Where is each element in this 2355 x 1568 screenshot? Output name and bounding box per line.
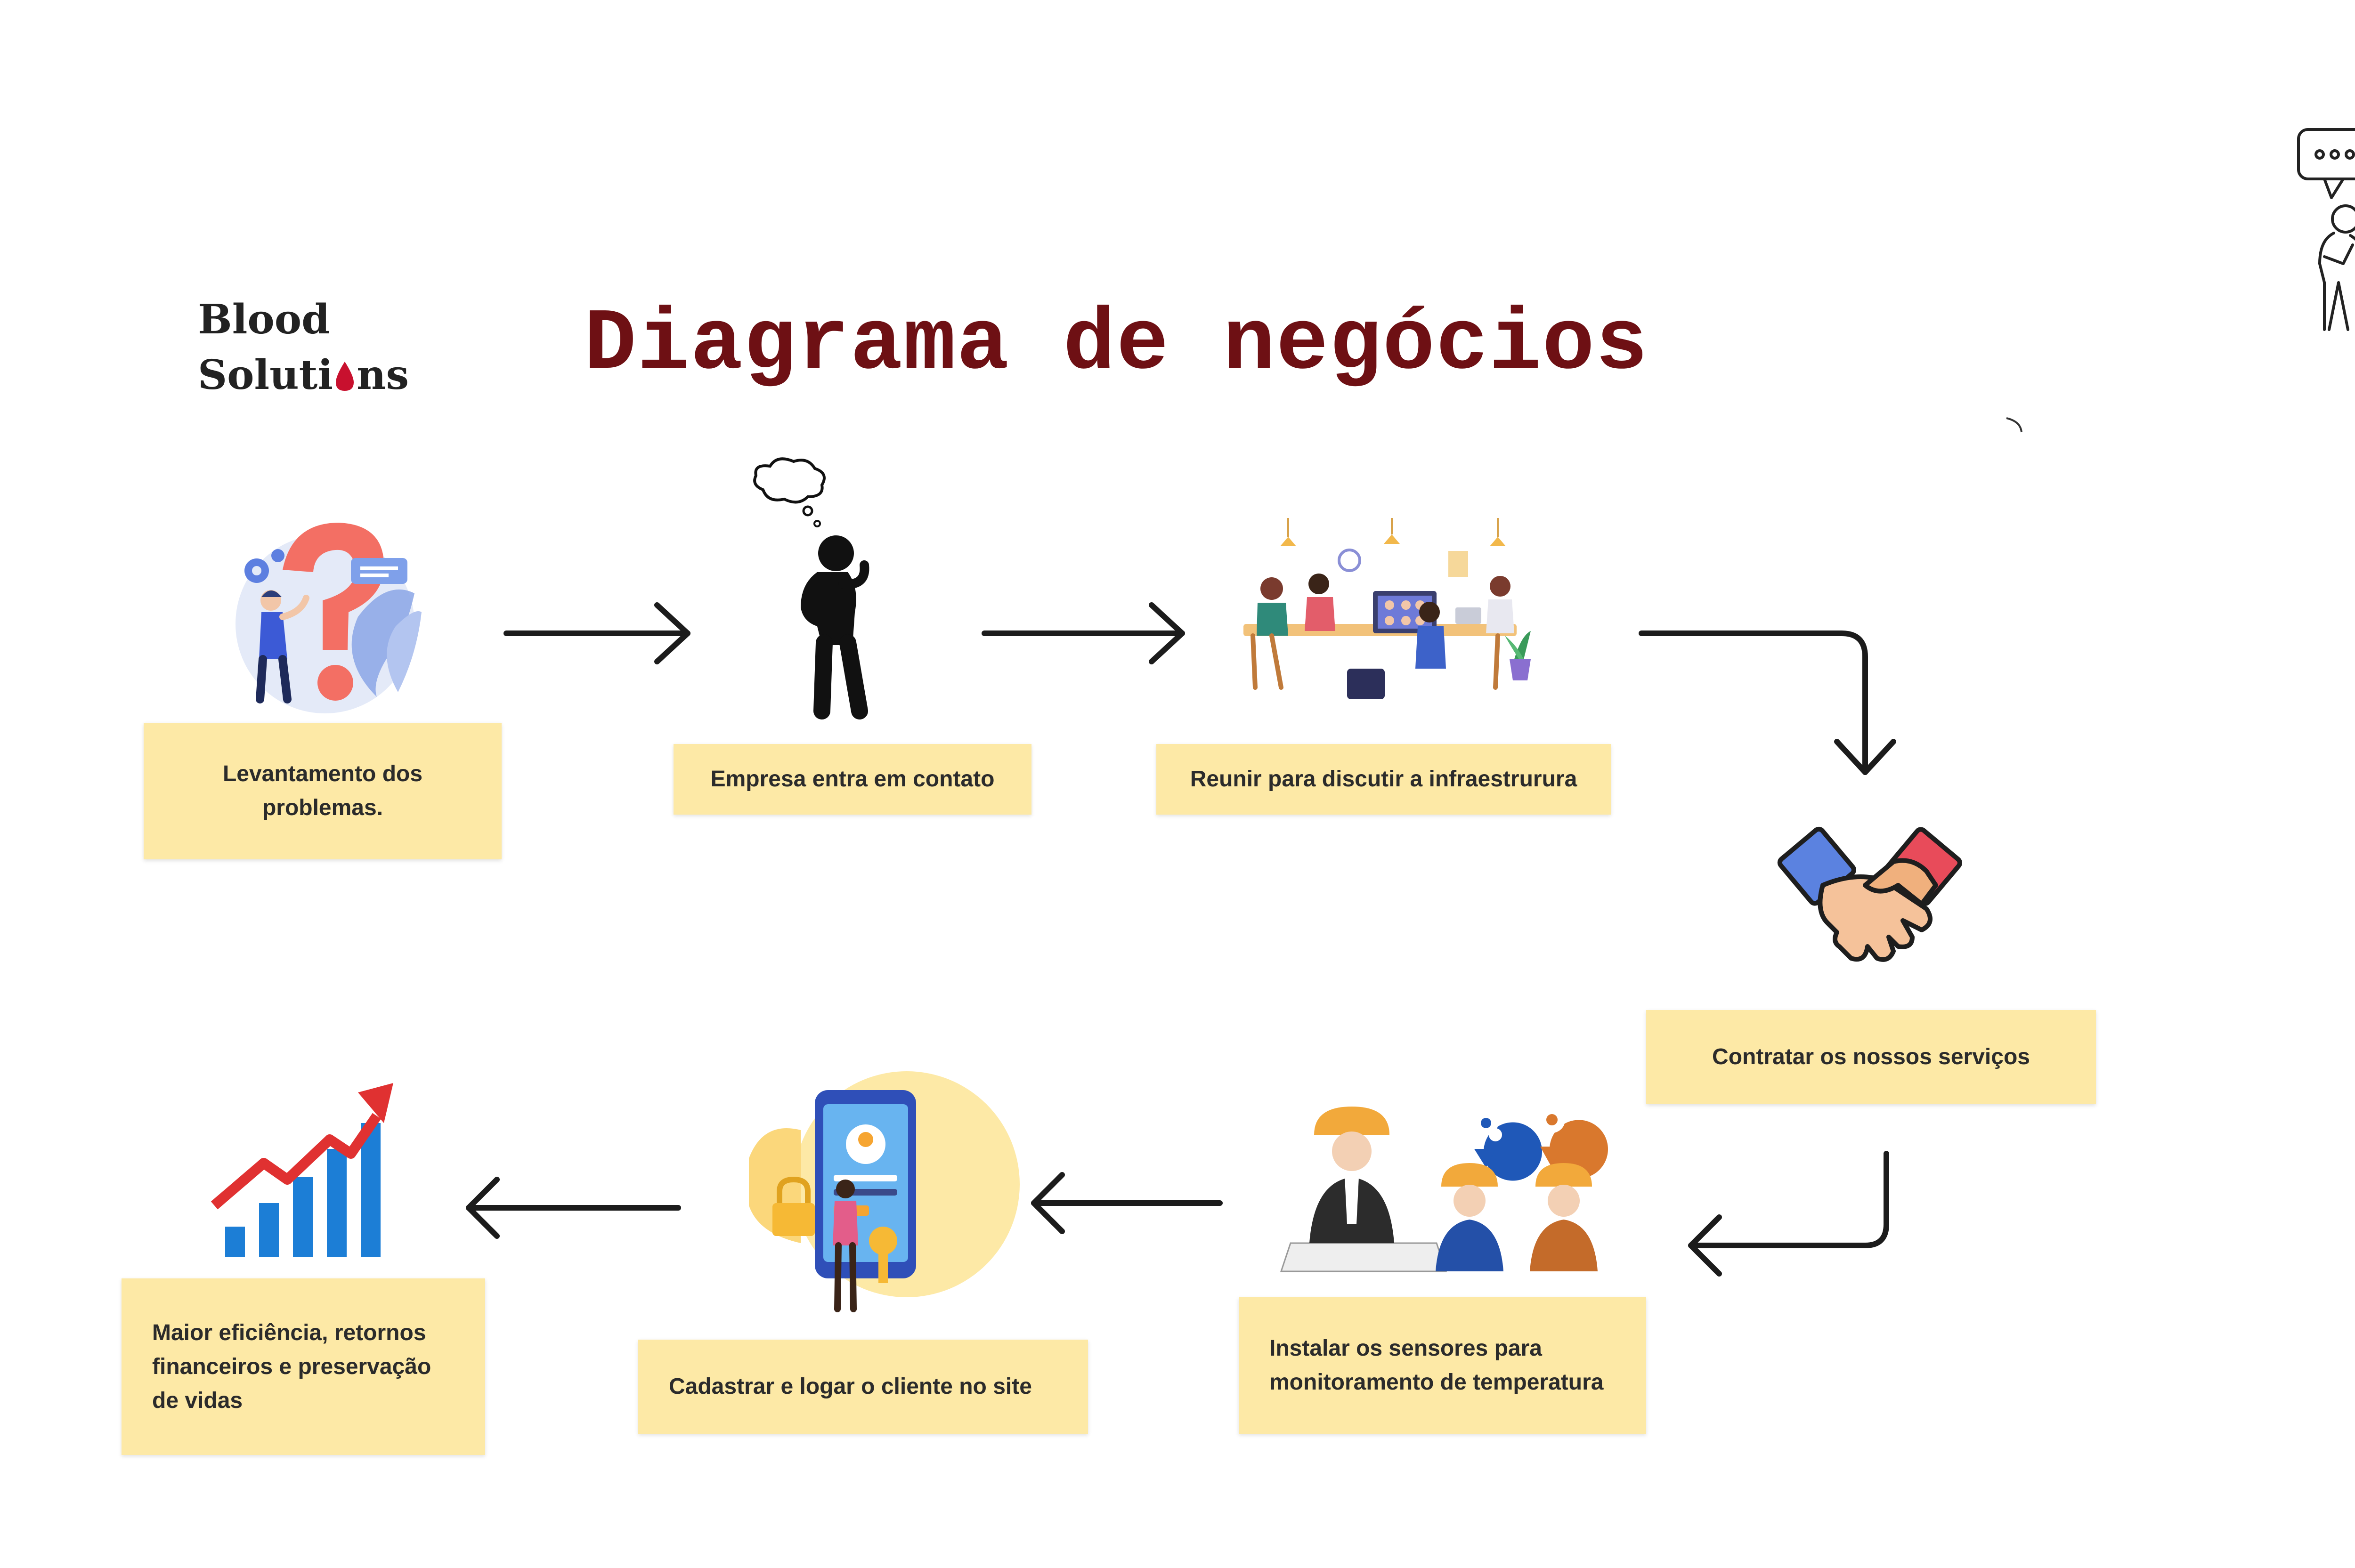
- step-box-cadastrar: [638, 1340, 1088, 1434]
- blood-drop-icon: [333, 360, 357, 393]
- page-title: Diagrama de negócios: [584, 295, 1649, 394]
- logo-line-2: [198, 348, 409, 403]
- logo-line-2-start: Soluti: [198, 351, 333, 399]
- handshake-icon: [1778, 827, 1962, 960]
- arrow-1-to-2: [506, 605, 688, 662]
- step-box-contato: [674, 744, 1031, 815]
- chart-bar-2: [259, 1203, 279, 1257]
- thinking-person-icon: [755, 459, 864, 711]
- step-box-contratar: [1646, 1010, 2096, 1104]
- arrow-6-to-7: [469, 1180, 678, 1236]
- meeting-icon: [1243, 518, 1531, 699]
- step-box-instalar: [1239, 1297, 1646, 1434]
- growth-chart-icon: [214, 1083, 393, 1257]
- step-label: Maior eficiência, retornos financeiros e preservação de vidas: [152, 1320, 431, 1413]
- step-label: Empresa entra em contato: [710, 767, 995, 792]
- chart-bar-4: [327, 1149, 347, 1257]
- step-box-resultado: [122, 1278, 485, 1455]
- question-person-icon: [236, 523, 422, 713]
- step-label: Instalar os sensores para monitoramento de temperatura: [1269, 1336, 1604, 1395]
- arrow-2-to-3: [984, 605, 1182, 662]
- arrow-3-to-4: [1641, 633, 1893, 772]
- step-label: Reunir para discutir a infraestrurura: [1190, 767, 1577, 792]
- small-curve-decoration: [2006, 418, 2022, 432]
- step-label: Contratar os nossos serviços: [1712, 1044, 2030, 1069]
- step-box-levantamento: [144, 723, 502, 859]
- phone-login-icon: [749, 1071, 1020, 1309]
- logo-line-2-end: ns: [357, 351, 409, 399]
- arrow-4-to-5: [1691, 1154, 1886, 1274]
- chart-bar-3: [293, 1177, 313, 1257]
- engineers-icon: [1281, 1107, 1608, 1271]
- logo-line-1: Blood: [198, 296, 330, 343]
- chart-bar-1: [225, 1227, 245, 1257]
- arrow-5-to-6: [1034, 1175, 1220, 1231]
- brand-logo: [198, 292, 409, 403]
- step-box-reunir: [1156, 744, 1611, 815]
- thinking-person-outline-icon: [2298, 129, 2355, 330]
- step-label: Cadastrar e logar o cliente no site: [669, 1374, 1032, 1399]
- step-label: Levantamento dos problemas.: [222, 761, 423, 820]
